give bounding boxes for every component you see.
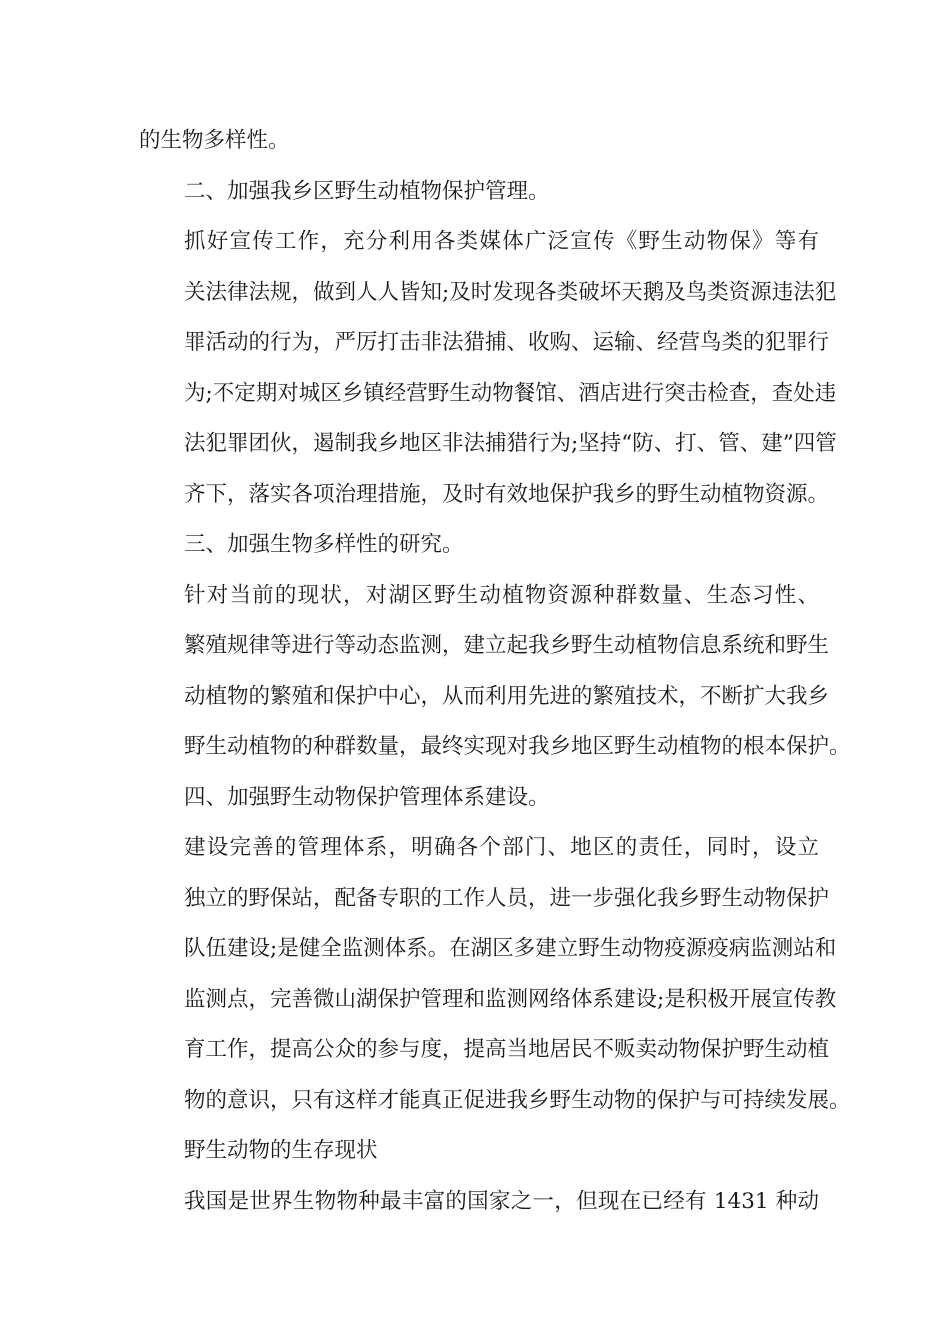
text-line: 的生物多样性。 xyxy=(139,128,290,153)
text-line: 监测点，完善微山湖保护管理和监测网络体系建设;是积极开展宣传教 xyxy=(184,986,837,1012)
text-line: 法犯罪团伙，遏制我乡地区非法捕猎行为;坚持“防、打、管、建”四管 xyxy=(184,431,837,456)
text-line: 动植物的繁殖和保护中心，从而利用先进的繁殖技术，不断扩大我乡 xyxy=(184,683,830,709)
text-line: 四、加强野生动物保护管理体系建设。 xyxy=(184,784,550,810)
text-line: 齐下，落实各项治理措施，及时有效地保护我乡的野生动植物资源。 xyxy=(184,481,830,507)
paragraph xyxy=(139,217,837,520)
text-line: 为;不定期对城区乡镇经营野生动物餐馆、酒店进行突击检查，查处违 xyxy=(184,380,837,406)
text-line: 繁殖规律等进行等动态监测，建立起我乡野生动植物信息系统和野生 xyxy=(184,633,830,658)
text-line: 罪活动的行为，严厉打击非法猎捕、收购、运输、经营鸟类的犯罪行 xyxy=(184,330,830,355)
text-line: 育工作，提高公众的参与度，提高当地居民不贩卖动物保护野生动植 xyxy=(184,1037,830,1062)
paragraph xyxy=(139,823,851,1126)
paragraph xyxy=(139,571,851,773)
paragraph xyxy=(139,1126,819,1177)
text-line: 二、加强我乡区野生动植物保护管理。 xyxy=(184,178,550,204)
paragraph xyxy=(139,520,819,571)
paragraph xyxy=(139,116,819,167)
text-line: 队伍建设;是健全监测体系。在湖区多建立野生动物疫源疫病监测站和 xyxy=(184,936,837,961)
text-line: 三、加强生物多样性的研究。 xyxy=(184,532,464,557)
text-line: 独立的野保站，配备专职的工作人员，进一步强化我乡野生动物保护 xyxy=(184,885,830,911)
text-line: 野生动植物的种群数量，最终实现对我乡地区野生动植物的根本保护。 xyxy=(184,734,851,759)
paragraph xyxy=(139,167,819,218)
text-line: 物的意识，只有这样才能真正促进我乡野生动物的保护与可持续发展。 xyxy=(184,1087,851,1113)
text-line: 抓好宣传工作，充分利用各类媒体广泛宣传《野生动物保》等有 xyxy=(184,229,819,254)
paragraph xyxy=(139,1177,819,1228)
text-line: 我国是世界生物物种最丰富的国家之一，但现在已经有 1431 种动 xyxy=(184,1188,819,1214)
document-body xyxy=(139,116,851,1227)
text-line: 关法律法规，做到人人皆知;及时发现各类破坏天鹅及鸟类资源违法犯 xyxy=(184,279,837,305)
text-line: 建设完善的管理体系，明确各个部门、地区的责任，同时，设立 xyxy=(184,835,819,860)
text-line: 针对当前的现状，对湖区野生动植物资源种群数量、生态习性、 xyxy=(184,582,819,608)
text-line: 野生动物的生存现状 xyxy=(184,1138,378,1163)
paragraph xyxy=(139,773,819,824)
